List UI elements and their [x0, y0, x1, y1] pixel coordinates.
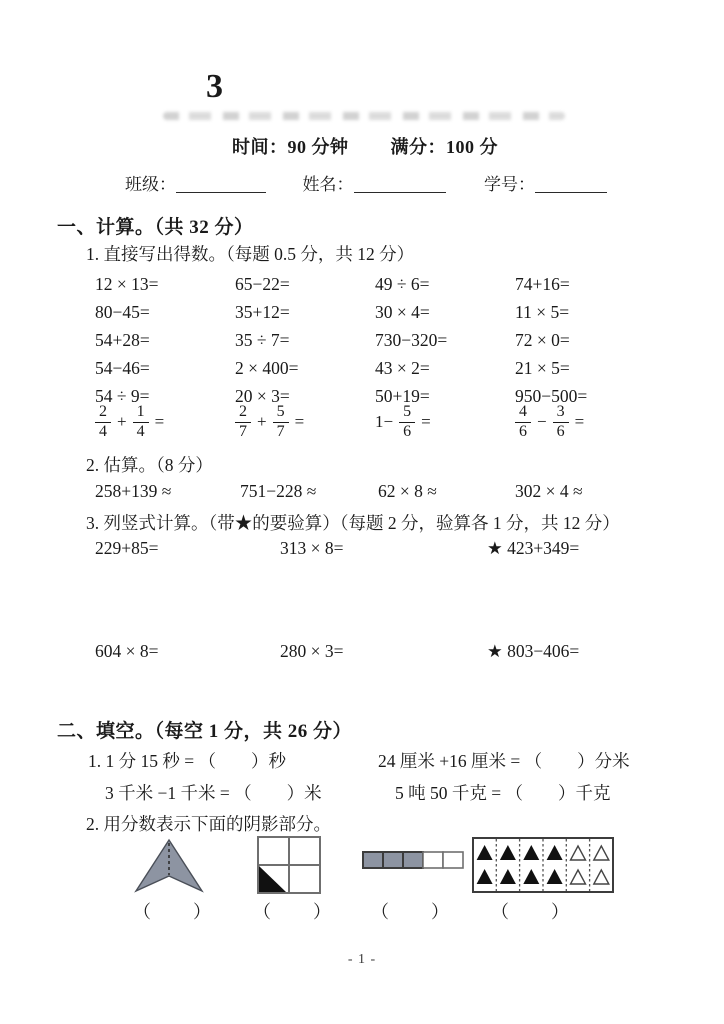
fraction-operator: 1−	[375, 412, 394, 432]
math-problem: 21 × 5=	[515, 357, 570, 378]
calc-row	[95, 298, 695, 326]
fraction-numerator: 5	[273, 404, 289, 423]
estimate-problem: 258+139 ≈	[95, 481, 172, 501]
math-problem: 43 × 2=	[375, 357, 430, 378]
math-problem: 50+19=	[375, 385, 430, 406]
fraction-problem	[235, 404, 375, 441]
section-one-heading: 一、计算。（共 32 分）	[57, 217, 254, 238]
fraction	[273, 404, 289, 441]
fill-blank-item: 24 厘米 +16 厘米 = （ ）分米	[378, 751, 630, 771]
estimate-problem: 62 × 8 ≈	[378, 481, 437, 501]
name-blank-line	[354, 176, 446, 193]
estimate-problem: 751−228 ≈	[240, 481, 317, 501]
vertical-problem: 229+85=	[95, 538, 159, 558]
fraction-denominator: 4	[136, 422, 145, 440]
fraction-denominator: 6	[403, 422, 412, 440]
bar-strip-shape	[362, 850, 464, 870]
exam-meta-line	[232, 133, 540, 159]
fraction-numerator: 5	[399, 404, 415, 423]
fill-blank-item: 1. 1 分 15 秒 = （ ）秒	[88, 751, 286, 771]
math-problem: 54 ÷ 9=	[95, 385, 150, 406]
page-number: - 1 -	[347, 952, 377, 967]
fraction-operator: =	[574, 412, 585, 432]
math-problem: 80−45=	[95, 301, 150, 322]
math-problem: 35+12=	[235, 301, 290, 322]
math-problem: 20 × 3=	[235, 385, 290, 406]
square-grid-shape	[257, 836, 321, 894]
fraction-numerator: 2	[235, 404, 251, 423]
fill-blank-line-2	[88, 780, 698, 805]
fraction-denominator: 6	[519, 422, 527, 440]
math-problem: 54−46=	[95, 357, 150, 378]
math-problem: 2 × 400=	[235, 357, 299, 378]
fraction-denominator: 7	[239, 422, 247, 440]
vertical-problem: 604 × 8=	[95, 641, 159, 661]
full-score-label: 满分：100 分	[390, 137, 498, 157]
vertical-problem: 313 × 8=	[280, 538, 344, 558]
student-id-label: 学号：	[484, 175, 535, 194]
math-problem: 30 × 4=	[375, 301, 430, 322]
estimate-heading: 2. 估算。（8 分）	[86, 455, 213, 475]
calc-row	[95, 354, 695, 382]
fraction	[399, 404, 415, 441]
fill-blank-item: 5 吨 50 千克 = （ ）千克	[395, 783, 611, 803]
fraction-numerator: 2	[95, 404, 111, 423]
fraction-problem	[375, 404, 515, 441]
fraction-problem	[95, 404, 235, 441]
vertical-problem: 280 × 3=	[280, 641, 344, 661]
fraction-numerator: 3	[553, 404, 569, 423]
fraction	[133, 404, 149, 441]
vertical-problem: ★ 423+349=	[487, 538, 580, 558]
name-label: 姓名：	[302, 175, 354, 194]
fraction-problem-row	[95, 404, 695, 441]
direct-answer-grid	[95, 270, 695, 410]
student-info-line	[125, 170, 607, 195]
fraction-operator: +	[117, 412, 127, 432]
estimate-problem: 302 × 4 ≈	[515, 481, 583, 501]
calc-row	[95, 326, 695, 354]
dart-shape	[133, 838, 205, 894]
fraction-numerator: 1	[133, 404, 149, 423]
fraction-numerator: 4	[515, 404, 531, 423]
fraction	[235, 404, 251, 441]
triangle-grid-shape	[472, 837, 614, 893]
class-blank-line	[176, 176, 266, 193]
student-id-blank-line	[535, 176, 607, 193]
shape-answer-blank-1: （ ）	[133, 902, 213, 922]
fraction-denominator: 4	[99, 422, 107, 440]
faded-header-smudge	[163, 112, 565, 120]
fraction-operator: =	[154, 412, 165, 432]
vertical-problem: ★ 803−406=	[487, 641, 580, 661]
fill-blank-line-1	[88, 748, 698, 773]
shape-answer-blank-2: （ ）	[253, 902, 333, 922]
fill-blank-item: 3 千米 −1 千米 = （ ）米	[105, 783, 322, 803]
section-two-heading: 二、填空。（每空 1 分，共 26 分）	[57, 721, 353, 742]
math-problem: 54+28=	[95, 329, 150, 350]
vertical-calc-row-1	[95, 538, 705, 559]
paper-number-title: 3	[206, 68, 223, 105]
fraction	[95, 404, 111, 441]
direct-answer-heading: 1. 直接写出得数。（每题 0.5 分，共 12 分）	[86, 244, 415, 264]
shape-answer-blank-3: （ ）	[371, 902, 451, 922]
fraction-operator: +	[257, 412, 267, 432]
math-problem: 72 × 0=	[515, 329, 570, 350]
calc-row	[95, 270, 695, 298]
math-problem: 730−320=	[375, 329, 448, 350]
math-problem: 74+16=	[515, 273, 570, 294]
shape-answer-blank-4: （ ）	[491, 902, 571, 922]
math-problem: 65−22=	[235, 273, 290, 294]
fraction-operator: =	[421, 412, 431, 432]
shade-fraction-heading: 2. 用分数表示下面的阴影部分。	[86, 814, 331, 834]
fraction-operator: =	[294, 412, 305, 432]
fraction-operator: −	[537, 412, 547, 432]
estimate-problem-row	[95, 481, 695, 502]
fraction	[515, 404, 531, 441]
time-limit-label: 时间：90 分钟	[232, 137, 349, 157]
math-problem: 35 ÷ 7=	[235, 329, 290, 350]
math-problem: 12 × 13=	[95, 273, 159, 294]
math-problem: 950−500=	[515, 385, 588, 406]
vertical-calc-heading: 3. 列竖式计算。（带★的要验算）（每题 2 分，验算各 1 分，共 12 分）	[86, 513, 620, 533]
fraction-denominator: 7	[276, 422, 285, 440]
fraction	[553, 404, 569, 441]
vertical-calc-row-2	[95, 641, 705, 662]
math-problem: 49 ÷ 6=	[375, 273, 430, 294]
math-problem: 11 × 5=	[515, 301, 570, 322]
fraction-problem	[515, 404, 685, 441]
class-label: 班级：	[125, 175, 176, 194]
fraction-denominator: 6	[556, 422, 565, 440]
